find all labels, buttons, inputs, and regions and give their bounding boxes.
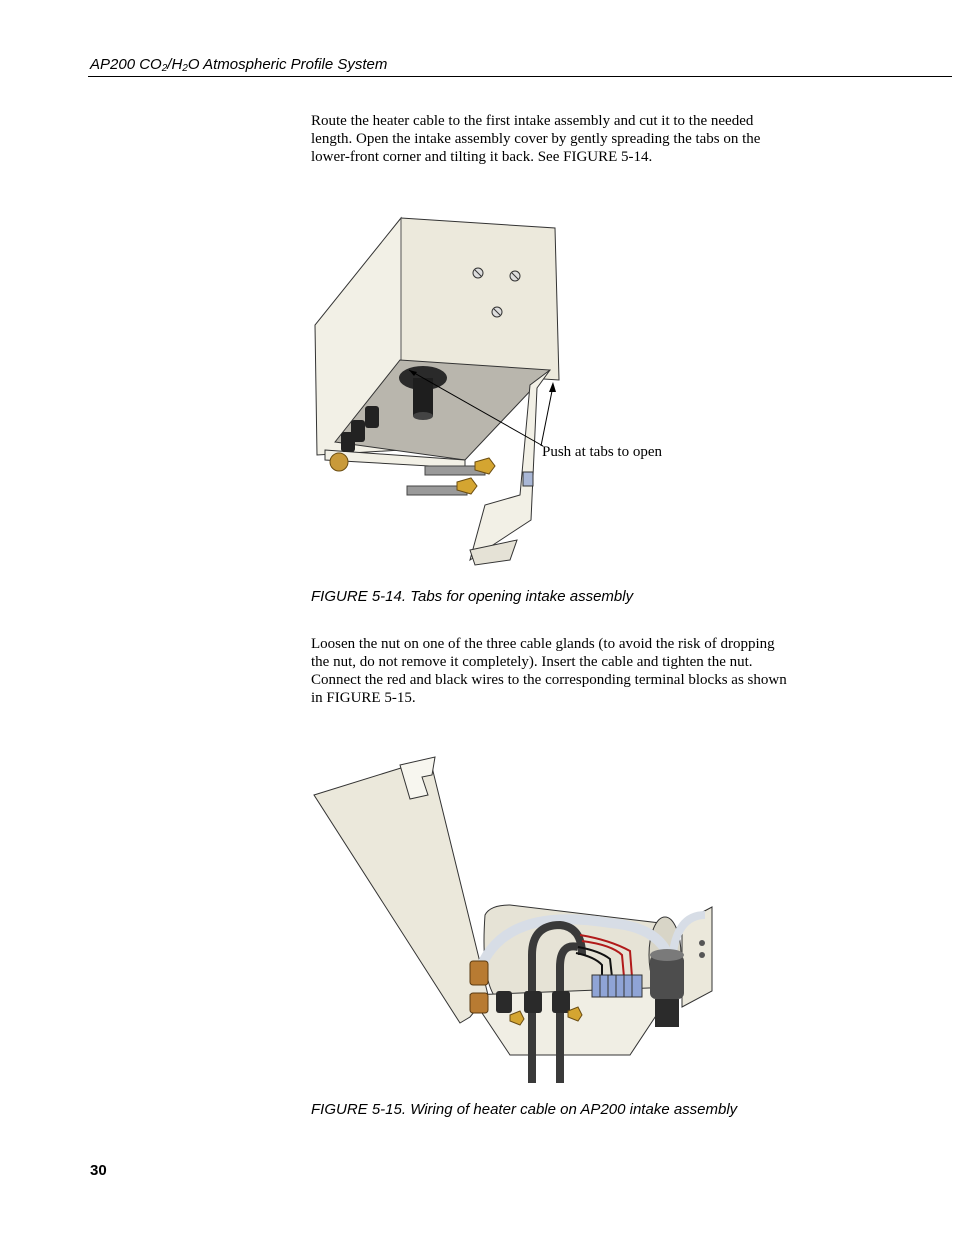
- callout-push-tabs: Push at tabs to open: [542, 444, 662, 460]
- paragraph-line: length. Open the intake assembly cover by gently spreading the tabs on the: [311, 131, 761, 147]
- running-header: AP200 $CO_2/H_2O$ Atmospheric Profile System: [90, 56, 388, 74]
- intake-assembly-closed-illustration: [305, 210, 575, 575]
- intake-assembly-wiring-illustration: [310, 755, 715, 1085]
- header-rule: [88, 76, 952, 77]
- paragraph-route-cable: [311, 112, 811, 166]
- figure-caption-5-15: FIGURE 5-15. Wiring of heater cable on AP200 intake assembly: [311, 1101, 738, 1118]
- paragraph-line: lower-front corner and tilting it back. See FIGURE 5-14.: [311, 149, 653, 165]
- paragraph-cable-glands: [311, 635, 811, 707]
- paragraph-line: in FIGURE 5-15.: [311, 690, 416, 706]
- page-number: 30: [90, 1162, 107, 1179]
- paragraph-line: Loosen the nut on one of the three cable glands (to avoid the risk of dropping: [311, 636, 775, 652]
- figure-caption-5-14: FIGURE 5-14. Tabs for opening intake assembly: [311, 588, 634, 605]
- paragraph-line: Route the heater cable to the first intake assembly and cut it to the needed: [311, 113, 754, 129]
- paragraph-line: Connect the red and black wires to the corresponding terminal blocks as shown: [311, 672, 787, 688]
- paragraph-line: the nut, do not remove it completely). Insert the cable and tighten the nut.: [311, 654, 753, 670]
